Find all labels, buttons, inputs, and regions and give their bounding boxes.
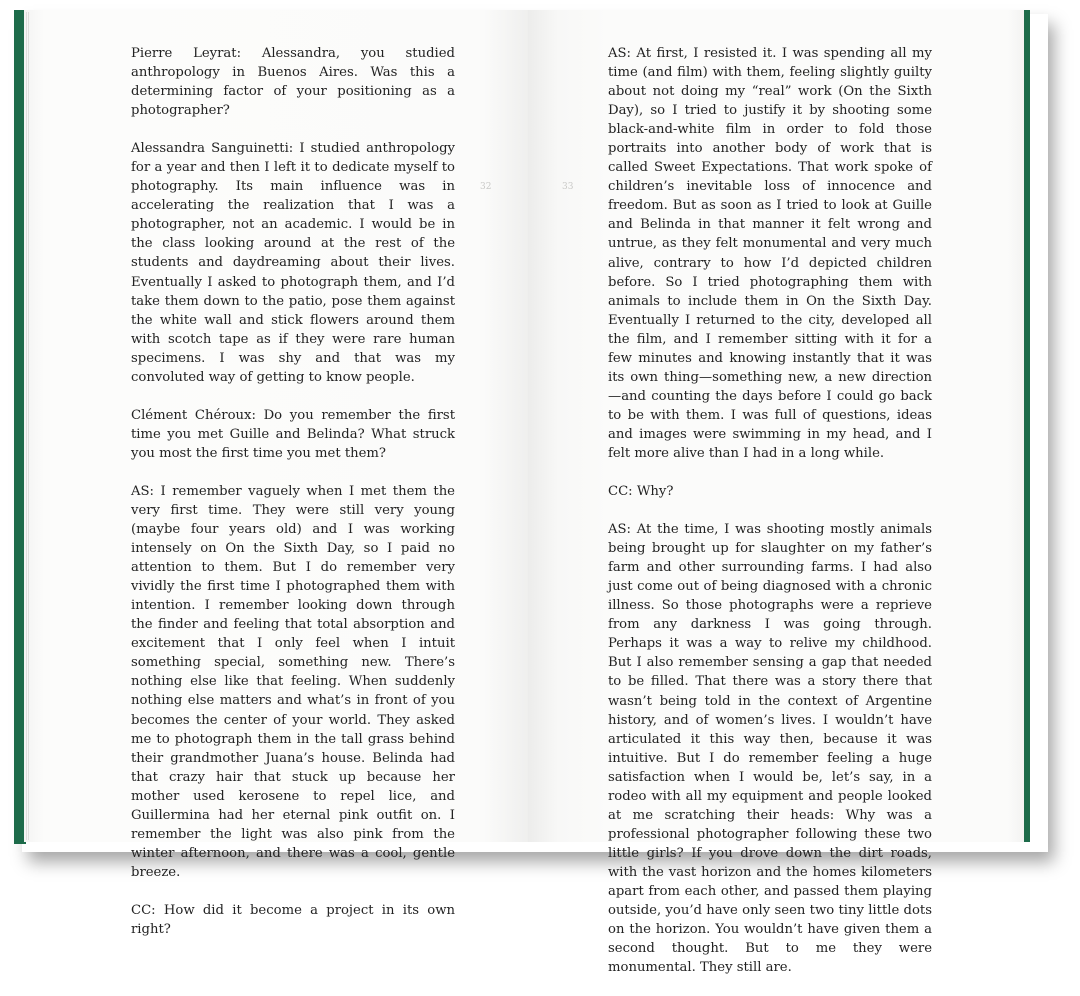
paragraph-answer-resisted: AS: At first, I resisted it. I was spending all my time (and film) with them, feeling slightly guilty about not doing my “real” work (On the Sixth Day), so I tried to justify it by shooting some black-and-white film in order to fold those portraits into another body of work that is called Sweet Expectations. That work spoke of children’s inevitable loss of innocence and freedom. But as soon as I tried to look at Guille and Belinda in that manner it felt wrong and untrue, as they felt monumental and very much alive, contrary to how I’d depicted children before. So I tried photographing them with animals to include them in On the Sixth Day. Eventually I returned to the city, developed all the film, and I remember sitting with it for a few minutes and knowing instantly that it was its own thing—something new, a new direction—and counting the days before I could go back to be with them. I was full of questions, ideas and images were swimming in my head, and I felt more alive than I had in a long while. bbox=[608, 46, 932, 461]
paragraph-question-project: CC: How did it become a project in its own right? bbox=[131, 902, 455, 937]
left-page bbox=[24, 10, 528, 937]
page-number-right: 33 bbox=[562, 182, 574, 192]
paragraph-answer-anthropology: Alessandra Sanguinetti: I studied anthropology for a year and then I left it to dedicate myself to photography. Its main influence was in accelerating the realization that I was a photographer, not an academic. I would be in the class looking around at the rest of the students and daydreaming about their lives. Eventually I asked to photograph them, and I’d take them down to the patio, pose them against the white wall and stick flowers around them with scotch tape as if they were rare human specimens. I was shy and that was my convoluted way of getting to know people. bbox=[131, 141, 455, 385]
paragraph-question-first-meeting: Clément Chéroux: Do you remember the first time you met Guille and Belinda? What struck you most the first time you met them? bbox=[131, 407, 455, 461]
paragraph-question-anthropology: Pierre Leyrat: Alessandra, you studied anthropology in Buenos Aires. Was this a determining factor of your positioning as a photographer? bbox=[131, 46, 455, 119]
paragraph-answer-first-meeting: AS: I remember vaguely when I met them the very first time. They were still very young (maybe four years old) and I was working intensely on On the Sixth Day, so I paid no attention to them. But I do remember very vividly the first time I photographed them with intention. I remember looking down through the finder and feeling that total absorption and excitement that I only feel when I intuit something special, something new. There’s nothing else like that feeling. When suddenly nothing else matters and what’s in front of you becomes the center of your world. They asked me to photograph them in the tall grass behind their grandmother Juana’s house. Belinda had that crazy hair that stuck up because her mother used kerosene to repel lice, and Guillermina had her eternal pink outfit on. I remember the light was also pink from the winter afternoon, and there was a cool, gentle breeze. bbox=[131, 483, 455, 880]
left-page-text bbox=[131, 44, 455, 958]
paragraph-question-why: CC: Why? bbox=[608, 484, 674, 500]
right-page bbox=[528, 10, 1026, 976]
right-page-text bbox=[608, 44, 932, 996]
paragraph-answer-why: AS: At the time, I was shooting mostly animals being brought up for slaughter on my father’s farm and other surrounding farms. I had also just come out of being diagnosed with a chronic illness. So those photographs were a reprieve from any darkness I was going through. Perhaps it was a way to relive my childhood. But I also remember sensing a gap that needed to be filled. That there was a story there that wasn’t being told in the context of Argentine history, and of women’s lives. I wouldn’t have articulated it this way then, because it was intuitive. But I do remember feeling a huge satisfaction when I would be, let’s say, in a rodeo with all my equipment and people looked at me scratching their heads: Why was a professional photographer following these two little girls? If you drove down the dirt roads, with the vast horizon and the homes kilometers apart from each other, and passed them playing outside, you’d have only seen two tiny little dots on the horizon. You wouldn’t have given them a second thought. But to me they were monumental. They still are. bbox=[608, 522, 932, 976]
book-cover-right-edge bbox=[1024, 10, 1030, 842]
page-edges-left bbox=[26, 12, 29, 840]
page-number-left: 32 bbox=[480, 182, 492, 192]
